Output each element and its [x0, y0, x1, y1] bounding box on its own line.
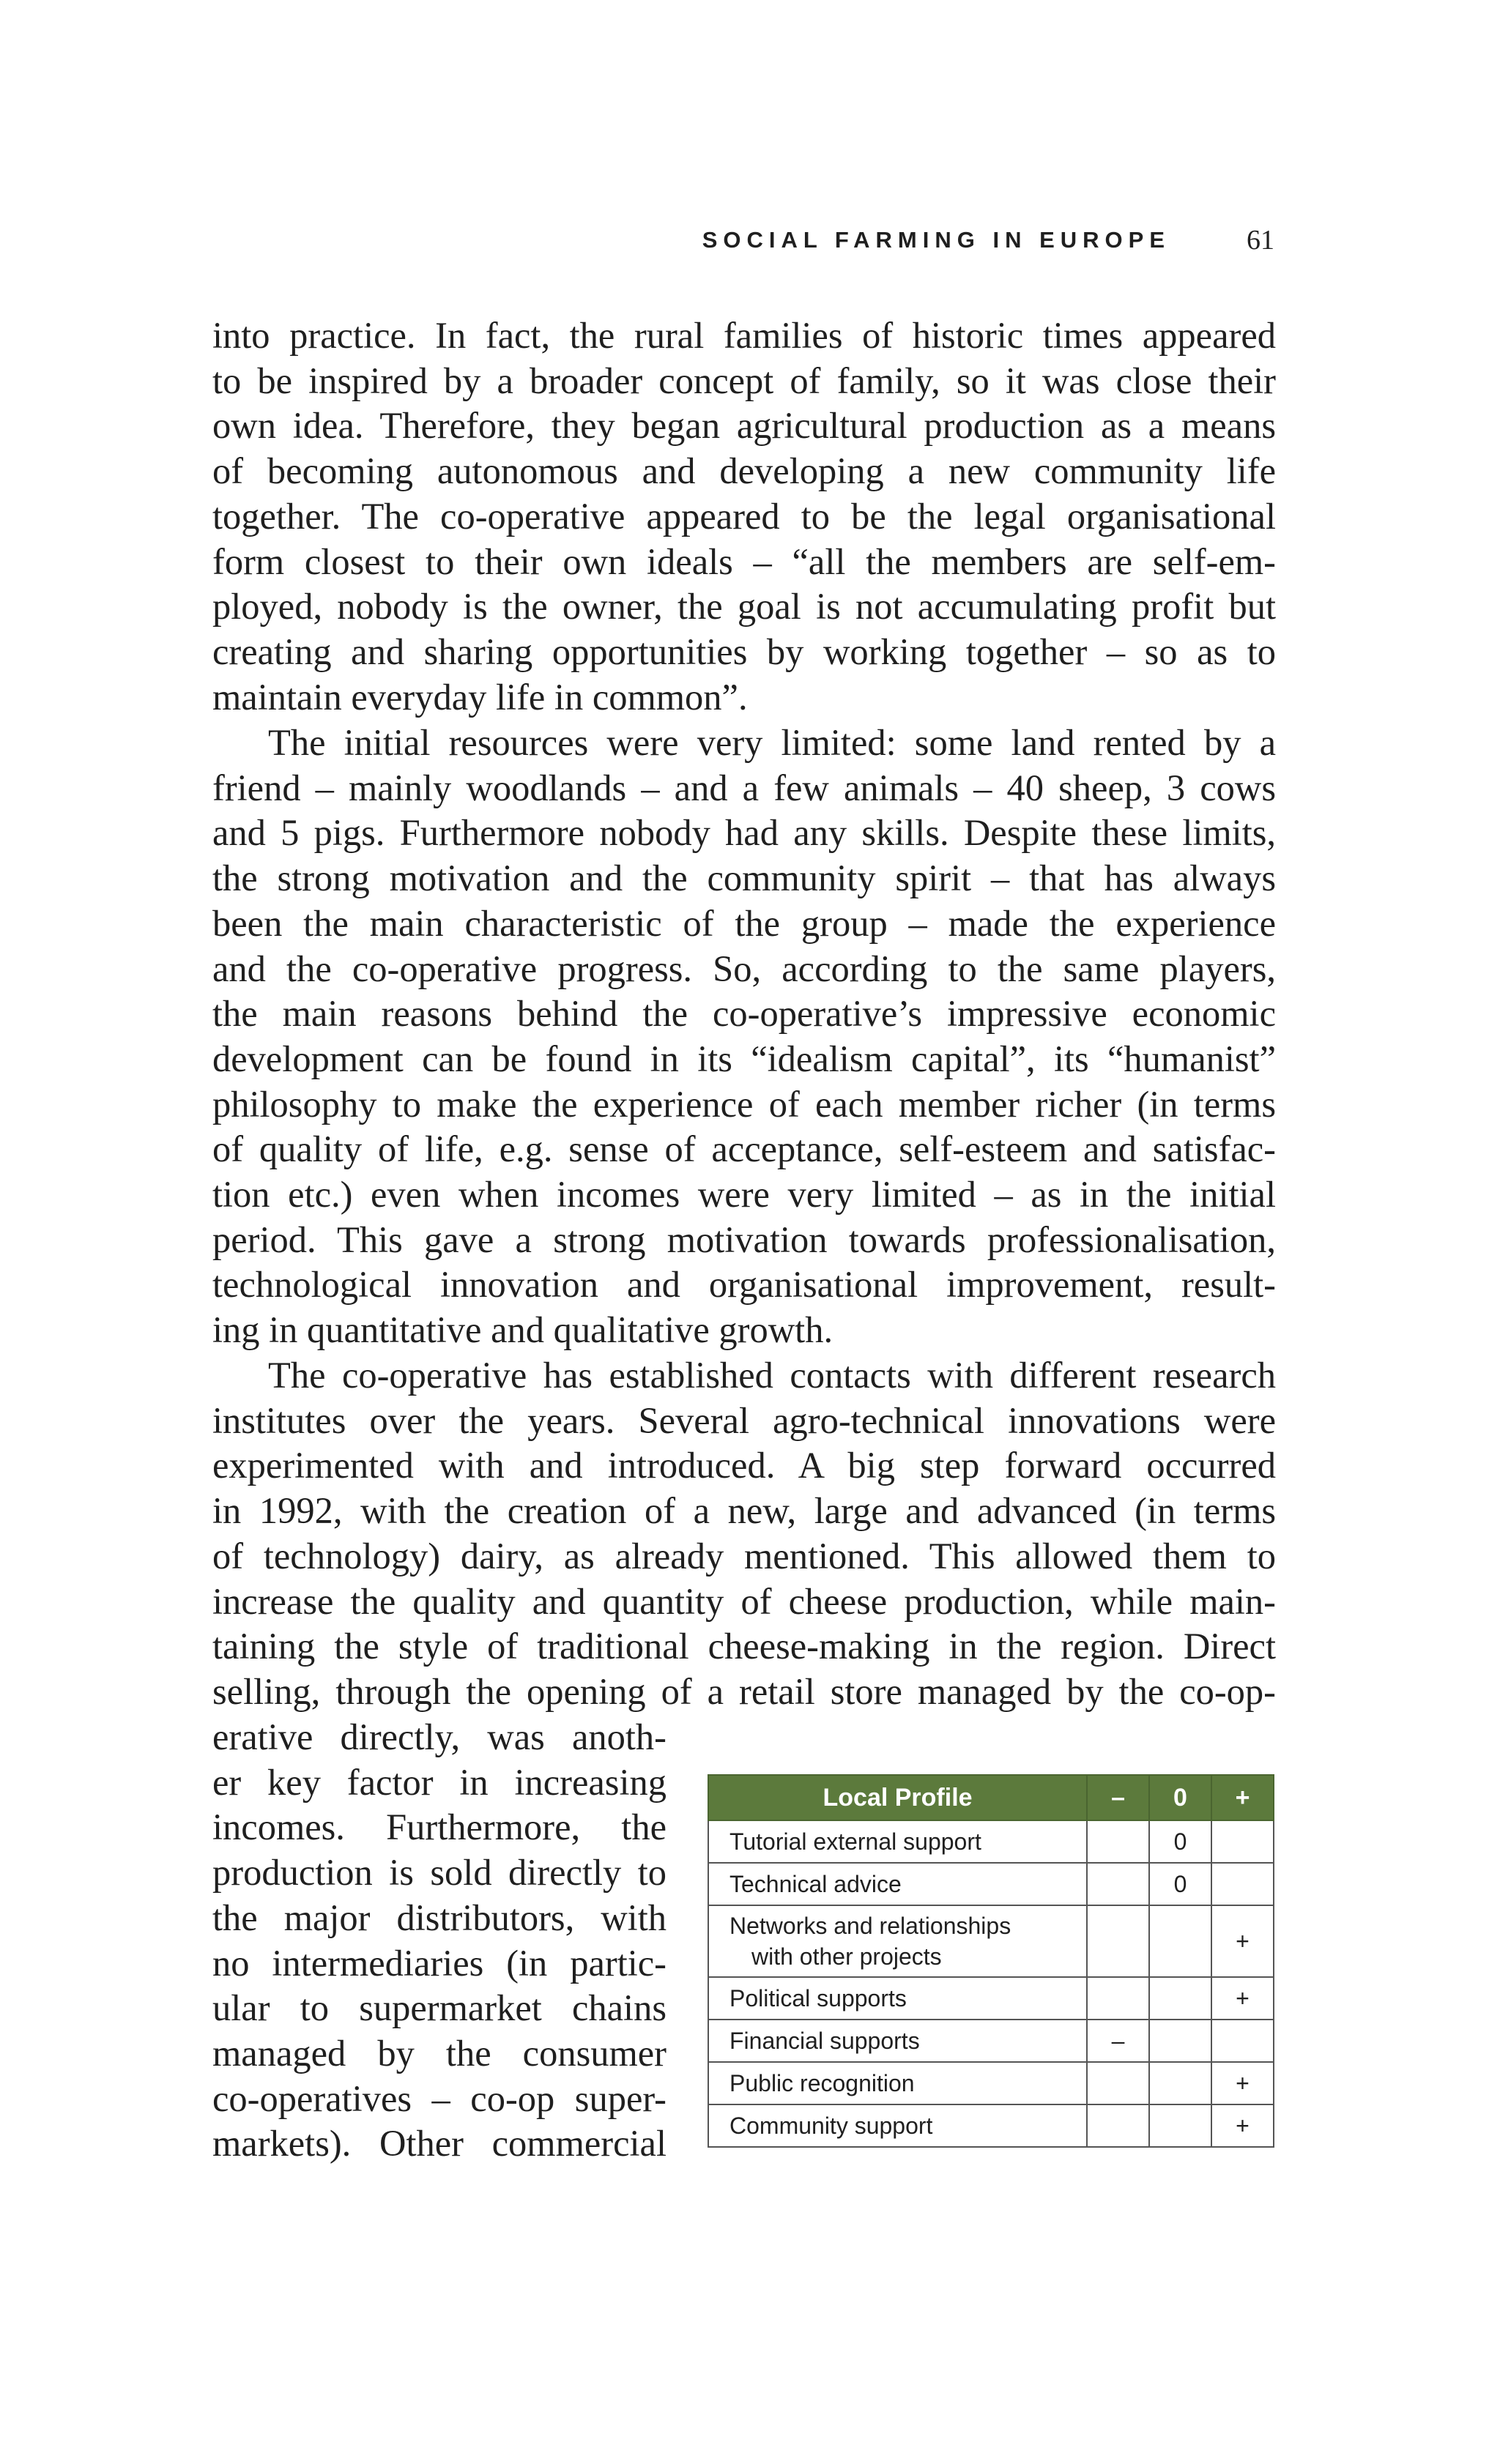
row-plus: + — [1211, 2062, 1274, 2104]
row-label: Tutorial external support — [708, 1820, 1087, 1863]
text-line: of quality of life, e.g. sense of acceptance, self-esteem and satisfac- — [212, 1128, 1276, 1170]
text-line: markets). Other commercial — [212, 2123, 667, 2165]
row-label: Networks and relationships — [729, 1913, 1011, 1939]
text-line: co-operatives – co-op super- — [212, 2077, 667, 2119]
row-label: Financial supports — [708, 2020, 1087, 2062]
text-line: tion etc.) even when incomes were very limited – as in the initial — [212, 1174, 1276, 1216]
text-line: the strong motivation and the community spirit – that has always — [212, 857, 1276, 899]
text-line: been the main characteristic of the group – made the experience — [212, 902, 1276, 944]
row-plus — [1211, 1863, 1274, 1905]
running-title: SOCIAL FARMING IN EUROPE — [702, 227, 1170, 253]
paragraph-1 — [212, 313, 1276, 720]
row-plus: + — [1211, 1977, 1274, 2020]
text-line: managed by the consumer — [212, 2032, 667, 2074]
text-line: ployed, nobody is the owner, the goal is not accumulating profit but — [212, 586, 1276, 628]
table-row — [708, 1905, 1274, 1977]
text-line: philosophy to make the experience of each member richer (in terms — [212, 1083, 1276, 1125]
text-line: and the co-operative progress. So, according to the same players, — [212, 948, 1276, 989]
text-line: the main reasons behind the co-operative’s impressive economic — [212, 993, 1276, 1035]
row-plus: + — [1211, 1905, 1274, 1977]
text-line: ular to supermarket chains — [212, 1987, 667, 2029]
table-row — [708, 2062, 1274, 2104]
text-line: experimented with and introduced. A big step forward occurred — [212, 1445, 1276, 1486]
text-line: no intermediaries (in partic- — [212, 1942, 667, 1984]
table-header-zero: 0 — [1149, 1775, 1211, 1820]
row-label: Public recognition — [708, 2062, 1087, 2104]
text-line: development can be found in its “idealism capital”, its “humanist” — [212, 1038, 1276, 1079]
text-line: er key factor in increasing — [212, 1761, 667, 1803]
text-line: form closest to their own ideals – “all the members are self-em- — [212, 540, 1276, 582]
row-label: Technical advice — [708, 1863, 1087, 1905]
table-header-label: Local Profile — [708, 1775, 1087, 1820]
page-number: 61 — [1247, 225, 1274, 256]
row-minus — [1087, 1863, 1149, 1905]
text-line: technological innovation and organisational improvement, result- — [212, 1264, 1276, 1306]
table-header-plus: + — [1211, 1775, 1274, 1820]
text-line: The co-operative has established contacts with different research — [268, 1355, 1276, 1396]
text-line: own idea. Therefore, they began agricultural production as a means — [212, 405, 1276, 447]
text-line: institutes over the years. Several agro-technical innovations were — [212, 1399, 1276, 1441]
row-label-continuation: with other projects — [751, 1943, 942, 1970]
text-line: creating and sharing opportunities by working together – so as to — [212, 630, 1276, 672]
row-minus — [1087, 1905, 1149, 1977]
row-zero — [1149, 2104, 1211, 2147]
row-label: Community support — [708, 2104, 1087, 2147]
text-line: increase the quality and quantity of cheese production, while main- — [212, 1580, 1276, 1622]
text-line: into practice. In fact, the rural families of historic times appeared — [212, 315, 1276, 356]
table-row — [708, 1863, 1274, 1905]
row-zero: 0 — [1149, 1863, 1211, 1905]
row-minus — [1087, 1977, 1149, 2020]
row-minus: – — [1087, 2020, 1149, 2062]
running-header — [0, 226, 1500, 269]
text-line: of technology) dairy, as already mentioned. This allowed them to — [212, 1535, 1276, 1577]
row-zero: 0 — [1149, 1820, 1211, 1863]
text-line: selling, through the opening of a retail store managed by the co-op- — [212, 1670, 1276, 1712]
table-row — [708, 2020, 1274, 2062]
paragraph-3 — [212, 1353, 1276, 1715]
table-header-minus: – — [1087, 1775, 1149, 1820]
text-line: of becoming autonomous and developing a new community life — [212, 450, 1276, 492]
text-line: taining the style of traditional cheese-making in the region. Direct — [212, 1626, 1276, 1667]
row-zero — [1149, 1977, 1211, 2020]
table-row — [708, 1977, 1274, 2020]
paragraph-2 — [212, 721, 1276, 1353]
text-line: incomes. Furthermore, the — [212, 1806, 667, 1848]
text-line: the major distributors, with — [212, 1897, 667, 1938]
table-header-row — [708, 1775, 1274, 1820]
row-zero — [1149, 2062, 1211, 2104]
local-profile-table — [708, 1774, 1274, 2148]
text-line: ing in quantitative and qualitative growth. — [212, 1309, 833, 1351]
text-line: erative directly, was anoth- — [212, 1716, 667, 1757]
paragraph-3-wrapped — [212, 1715, 667, 2167]
row-minus — [1087, 2062, 1149, 2104]
row-label-cell — [708, 1905, 1087, 1977]
text-line: together. The co-operative appeared to be the legal organisational — [212, 495, 1276, 537]
row-plus — [1211, 1820, 1274, 1863]
text-line: The initial resources were very limited: some land rented by a — [268, 722, 1276, 763]
row-plus: + — [1211, 2104, 1274, 2147]
row-zero — [1149, 2020, 1211, 2062]
text-line: to be inspired by a broader concept of family, so it was close their — [212, 360, 1276, 401]
row-zero — [1149, 1905, 1211, 1977]
table-row — [708, 1820, 1274, 1863]
text-line: friend – mainly woodlands – and a few animals – 40 sheep, 3 cows — [212, 767, 1276, 808]
row-minus — [1087, 1820, 1149, 1863]
text-line: maintain everyday life in common”. — [212, 676, 748, 718]
table-row — [708, 2104, 1274, 2147]
text-line: in 1992, with the creation of a new, large and advanced (in terms — [212, 1490, 1276, 1532]
text-line: period. This gave a strong motivation towards professionalisation, — [212, 1218, 1276, 1260]
row-minus — [1087, 2104, 1149, 2147]
row-plus — [1211, 2020, 1274, 2062]
text-line: production is sold directly to — [212, 1852, 667, 1894]
text-line: and 5 pigs. Furthermore nobody had any skills. Despite these limits, — [212, 812, 1276, 854]
row-label: Political supports — [708, 1977, 1087, 2020]
